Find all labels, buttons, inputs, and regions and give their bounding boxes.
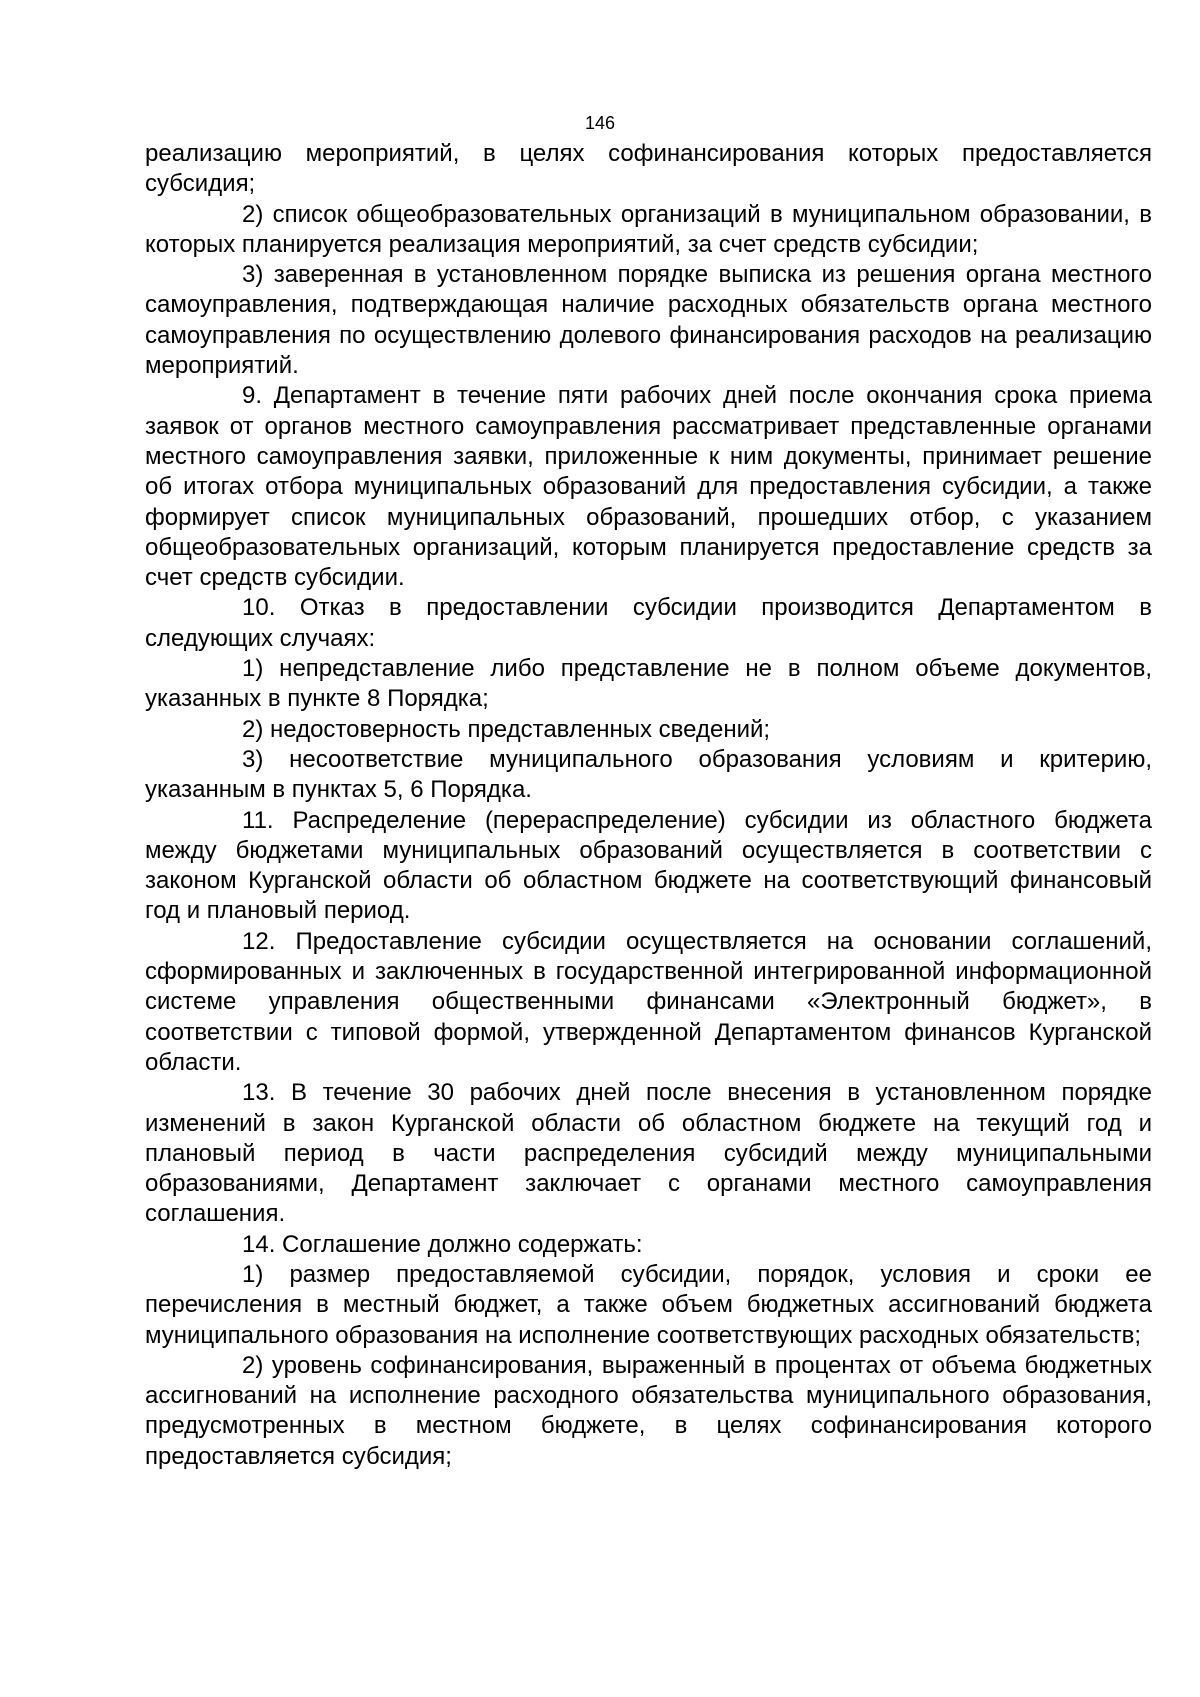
paragraph-clause-14-item-2: 2) уровень софинансирования, выраженный в процентах от объема бюджетных ассигнований на исполнение расходного обязательства муниципального образования, предусмотренных в местном бюджете, в целях софинансирования которого предоставляется субсидия; xyxy=(145,1351,1152,1470)
paragraph-clause-10-item-2: 2) недостоверность представленных сведений; xyxy=(242,715,771,743)
document-body xyxy=(145,139,1152,1472)
paragraph-clause-14-item-1: 1) размер предоставляемой субсидии, порядок, условия и сроки ее перечисления в местный бюджет, а также объем бюджетных ассигнований бюджета муниципального образования на исполнение соответствующих расходных обязательств; xyxy=(145,1260,1152,1349)
page-number: 146 xyxy=(584,113,616,133)
paragraph-clause-10: 10. Отказ в предоставлении субсидии производится Департаментом в следующих случаях: xyxy=(145,594,1152,652)
paragraph-clause-14: 14. Соглашение должно содержать: xyxy=(242,1230,643,1258)
paragraph-subsidy-purpose-continued: реализацию мероприятий, в целях софинансирования которых предоставляется субсидия; xyxy=(145,140,1152,198)
paragraph-clause-13: 13. В течение 30 рабочих дней после внесения в установленном порядке изменений в закон Курганской области об областном бюджете на текущий год и плановый период в части распределения субсидий между муниципальными образованиями, Департамент заключает с органами местного самоуправления соглашения. xyxy=(145,1079,1152,1228)
paragraph-item-3-certified-extract: 3) заверенная в установленном порядке выписка из решения органа местного самоуправления, подтверждающая наличие расходных обязательств органа местного самоуправления по осуществлению долевого финансирования расходов на реализацию мероприятий. xyxy=(145,261,1152,380)
paragraph-clause-9: 9. Департамент в течение пяти рабочих дней после окончания срока приема заявок от органов местного самоуправления рассматривает представленные органами местного самоуправления заявки, приложенные к ним документы, принимает решение об итогах отбора муниципальных образований для предоставления субсидии, а также формирует список муниципальных образований, прошедших отбор, с указанием общеобразовательных организаций, которым планируется предоставление средств за счет средств субсидии. xyxy=(145,382,1152,592)
paragraph-clause-12: 12. Предоставление субсидии осуществляется на основании соглашений, сформированных и заключенных в государственной интегрированной информационной системе управления общественными финансами «Электронный бюджет», в соответствии с типовой формой, утвержденной Департаментом финансов Курганской области. xyxy=(145,927,1152,1076)
paragraph-clause-11: 11. Распределение (перераспределение) субсидии из областного бюджета между бюджетами муниципальных образований осуществляется в соответствии с законом Курганской области об областном бюджете на соответствующий финансовый год и плановый период. xyxy=(145,806,1152,925)
paragraph-clause-10-item-3: 3) несоответствие муниципального образования условиям и критерию, указанным в пунктах 5, 6 Порядка. xyxy=(145,745,1152,804)
paragraph-item-2-school-list: 2) список общеобразовательных организаций в муниципальном образовании, в которых планируется реализация мероприятий, за счет средств субсидии; xyxy=(145,200,1152,258)
paragraph-clause-10-item-1: 1) непредставление либо представление не в полном объеме документов, указанных в пункте 8 Порядка; xyxy=(145,655,1152,713)
